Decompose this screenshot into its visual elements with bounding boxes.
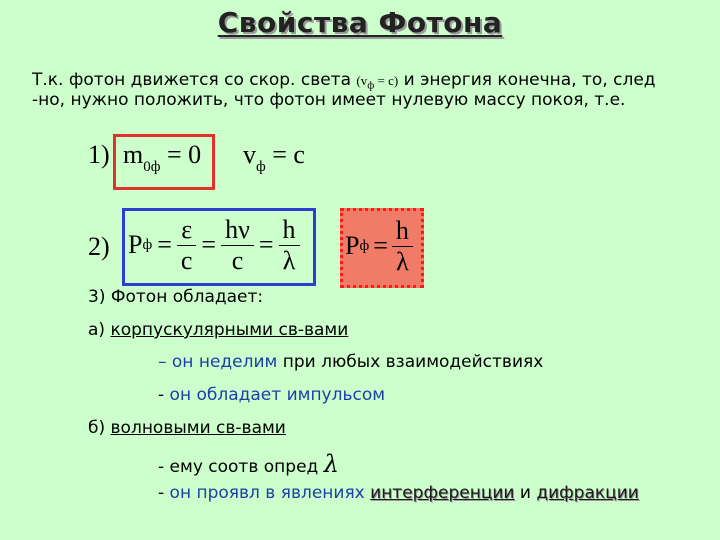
properties-heading: 3) Фотон обладает: — [88, 287, 264, 307]
equals-2: = — [201, 230, 217, 259]
fraction-energy — [177, 215, 197, 276]
property-b-item-2-highlight: он проявл в явлениях — [169, 483, 371, 503]
mass-symbol: m — [123, 140, 144, 169]
property-a-prefix: а) — [88, 320, 111, 340]
intro-text-2: и энергия конечна, то, след — [398, 70, 656, 90]
highlight-equals: = — [373, 231, 388, 260]
property-a-item-1-rest: при любых взаимодействиях — [277, 352, 544, 372]
highlight-momentum-symbol: P — [345, 231, 360, 260]
formula-2-number: 2) — [88, 232, 110, 261]
property-b — [88, 418, 286, 438]
property-a-item-1 — [158, 352, 543, 372]
property-a-text: корпускулярными св-вами — [110, 320, 349, 340]
property-b-item-2-and: и — [514, 483, 537, 503]
bullet-dash: - — [158, 483, 170, 503]
property-a-item-2 — [158, 385, 385, 405]
fraction-energy-den: c — [180, 245, 193, 275]
interference-link[interactable]: интерференции — [370, 483, 515, 503]
highlight-fraction — [392, 216, 413, 277]
bullet-dash: - — [158, 385, 170, 405]
fraction-hnu-den: c — [231, 245, 244, 275]
diffraction-link[interactable]: дифракции — [536, 483, 639, 503]
property-b-prefix: б) — [88, 418, 111, 438]
property-b-item-1-text: - ему соотв опред — [158, 457, 324, 477]
property-b-text: волновыми св-вами — [110, 418, 286, 438]
property-b-item-2 — [158, 483, 639, 503]
page-title: Свойства Фотона — [217, 6, 503, 39]
mass-subscript: 0ф — [143, 159, 161, 175]
speed-formula-v: (v — [356, 73, 368, 88]
equals-3: = — [258, 230, 274, 259]
property-a — [88, 320, 348, 340]
momentum-symbol: P — [128, 230, 143, 259]
speed-formula-sub: ф — [367, 79, 375, 92]
fraction-h-lambda — [279, 215, 300, 276]
speed-formula-end: = c) — [374, 73, 399, 88]
fraction-h-num: h — [282, 214, 296, 244]
equals-1: = — [157, 230, 172, 259]
speed-formula — [356, 73, 399, 92]
momentum-subscript: ф — [142, 236, 153, 253]
speed-symbol: v — [243, 140, 256, 169]
intro-text-1: Т.к. фотон движется со скор. света — [32, 70, 357, 90]
mass-rhs: = 0 — [160, 140, 202, 169]
speed-rhs: = c — [265, 140, 305, 169]
property-b-item-1 — [158, 450, 339, 478]
property-a-item-2-highlight: он обладает импульсом — [169, 385, 386, 405]
highlight-formula — [345, 211, 413, 281]
intro-line-2: -но, нужно положить, что фотон имеет нулевую массу покоя, т.е. — [32, 90, 626, 110]
property-a-item-1-highlight: он неделим — [171, 352, 278, 372]
bullet-dash: – — [158, 352, 172, 372]
highlight-fraction-num: h — [395, 215, 409, 245]
fraction-energy-num: ε — [181, 214, 193, 244]
lambda-symbol: λ — [323, 450, 339, 478]
speed-subscript: ф — [256, 159, 266, 175]
formula-1-number: 1) — [88, 140, 110, 169]
fraction-hnu-num: hν — [225, 214, 250, 244]
highlight-momentum-subscript: ф — [359, 237, 370, 254]
formula-2-momentum — [128, 210, 300, 280]
highlight-fraction-den: λ — [396, 246, 409, 276]
formula-1-speed — [243, 140, 305, 176]
formula-1-mass — [123, 140, 201, 176]
fraction-lambda-den: λ — [282, 245, 296, 275]
fraction-hnu — [221, 215, 254, 276]
